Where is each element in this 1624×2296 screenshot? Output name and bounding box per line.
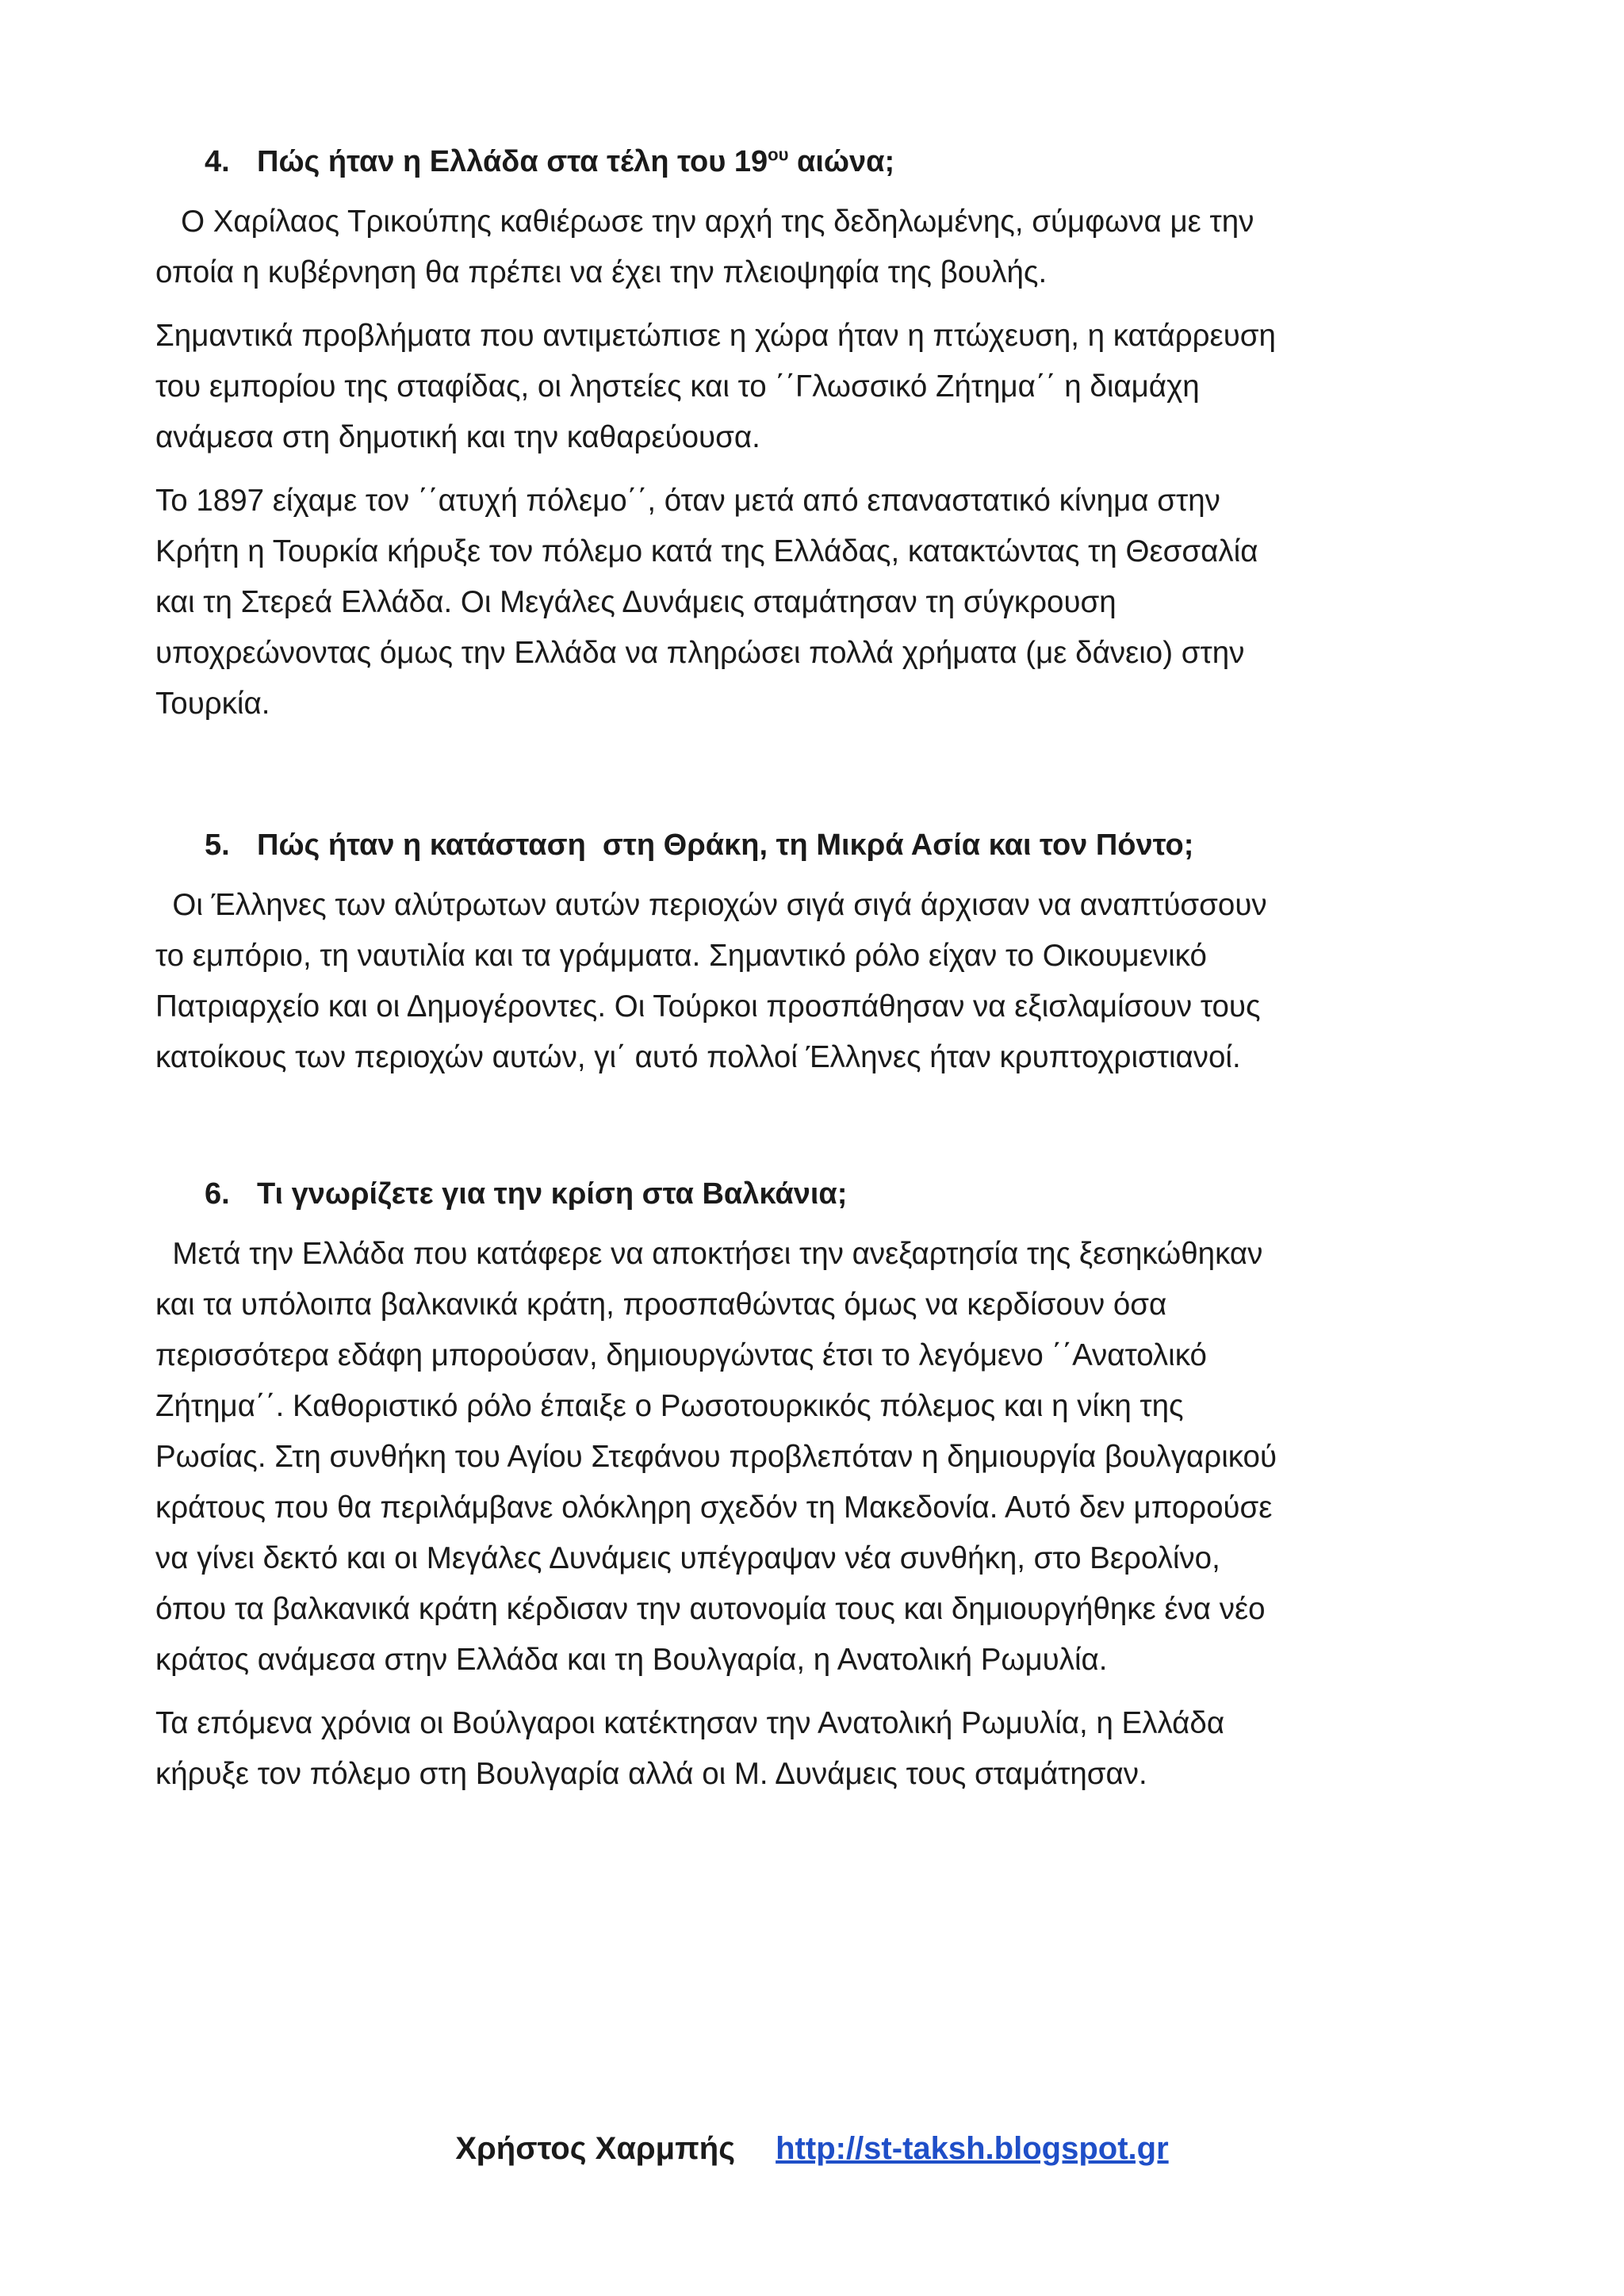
text-line: Οι Έλληνες των αλύτρωτων αυτών περιοχών σιγά σιγά άρχισαν να αναπτύσσουν xyxy=(155,888,1267,922)
text-line: ανάμεσα στη δημοτική και την καθαρεύουσα. xyxy=(155,420,760,454)
text-line: κράτος ανάμεσα στην Ελλάδα και τη Βουλγαρία, η Ανατολική Ρωμυλία. xyxy=(155,1643,1108,1677)
text-line: περισσότερα εδάφη μπορούσαν, δημιουργώντας έτσι το λεγόμενο ΄΄Ανατολικό xyxy=(155,1338,1207,1372)
author-name: Χρήστος Χαρμπής xyxy=(455,2131,735,2166)
text-line: Κρήτη η Τουρκία κήρυξε τον πόλεμο κατά της Ελλάδας, κατακτώντας τη Θεσσαλία xyxy=(155,534,1258,568)
section-5-title: Πώς ήταν η κατάσταση στη Θράκη, τη Μικρά Ασία και τον Πόντο; xyxy=(257,828,1194,862)
text-line: Πατριαρχείο και οι Δημογέροντες. Οι Τούρκοι προσπάθησαν να εξισλαμίσουν τους xyxy=(155,989,1261,1024)
text-line: το εμπόριο, τη ναυτιλία και τα γράμματα. Σημαντικό ρόλο είχαν το Οικουμενικό xyxy=(155,939,1207,973)
text-line: κατοίκους των περιοχών αυτών, γι΄ αυτό πολλοί Έλληνες ήταν κρυπτοχριστιανοί. xyxy=(155,1040,1241,1074)
section-6-paragraph-2 xyxy=(155,1698,1488,1800)
text-line: και τη Στερεά Ελλάδα. Οι Μεγάλες Δυνάμεις σταμάτησαν τη σύγκρουση xyxy=(155,585,1116,619)
section-4-number: 4. xyxy=(205,145,230,178)
text-line: Μετά την Ελλάδα που κατάφερε να αποκτήσει την ανεξαρτησία της ξεσηκώθηκαν xyxy=(155,1237,1263,1271)
text-line: Τουρκία. xyxy=(155,687,270,721)
section-6-title: Τι γνωρίζετε για την κρίση στα Βαλκάνια; xyxy=(257,1177,848,1211)
text-line: Ο Χαρίλαος Τρικούπης καθιέρωσε την αρχή της δεδηλωμένης, σύμφωνα με την xyxy=(155,205,1254,239)
text-line: Το 1897 είχαμε τον ΄΄ατυχή πόλεμο΄΄, όταν μετά από επαναστατικό κίνημα στην xyxy=(155,484,1220,518)
blog-link[interactable]: http://st-taksh.blogspot.gr xyxy=(776,2131,1169,2166)
section-4-heading xyxy=(155,141,1488,182)
text-line: του εμπορίου της σταφίδας, οι ληστείες και το ΄΄Γλωσσικό Ζήτημα΄΄ η διαμάχη xyxy=(155,369,1200,404)
section-6-number: 6. xyxy=(205,1177,230,1211)
text-line: να γίνει δεκτό και οι Μεγάλες Δυνάμεις υπέγραψαν νέα συνθήκη, στο Βερολίνο, xyxy=(155,1541,1220,1575)
page-footer xyxy=(0,2126,1624,2171)
text-line: κήρυξε τον πόλεμο στη Βουλγαρία αλλά οι Μ. Δυνάμεις τους σταμάτησαν. xyxy=(155,1757,1147,1791)
text-line: οποία η κυβέρνηση θα πρέπει να έχει την πλειοψηφία της βουλής. xyxy=(155,255,1048,289)
section-4-title-superscript: ου xyxy=(768,144,789,165)
section-4-paragraph-2 xyxy=(155,311,1488,463)
text-line: Τα επόμενα χρόνια οι Βούλγαροι κατέκτησαν την Ανατολική Ρωμυλία, η Ελλάδα xyxy=(155,1706,1225,1740)
text-line: κράτους που θα περιλάμβανε ολόκληρη σχεδόν τη Μακεδονία. Αυτό δεν μπορούσε xyxy=(155,1490,1273,1525)
section-5-paragraph-1 xyxy=(155,880,1488,1083)
section-4-title-end: αιώνα; xyxy=(788,145,895,178)
text-line: Σημαντικά προβλήματα που αντιμετώπισε η χώρα ήταν η πτώχευση, η κατάρρευση xyxy=(155,319,1276,353)
section-6-heading xyxy=(155,1173,1488,1215)
section-6-paragraph-1 xyxy=(155,1229,1488,1686)
document-body xyxy=(155,141,1488,1812)
section-4-paragraph-1 xyxy=(155,197,1488,298)
text-line: όπου τα βαλκανικά κράτη κέρδισαν την αυτονομία τους και δημιουργήθηκε ένα νέο xyxy=(155,1592,1266,1626)
section-5-number: 5. xyxy=(205,828,230,862)
text-line: και τα υπόλοιπα βαλκανικά κράτη, προσπαθώντας όμως να κερδίσουν όσα xyxy=(155,1288,1167,1322)
text-line: Ρωσίας. Στη συνθήκη του Αγίου Στεφάνου προβλεπόταν η δημιουργία βουλγαρικού xyxy=(155,1440,1277,1474)
section-4-title-main: Πώς ήταν η Ελλάδα στα τέλη του 19 xyxy=(257,145,768,178)
text-line: Ζήτημα΄΄. Καθοριστικό ρόλο έπαιξε ο Ρωσοτουρκικός πόλεμος και η νίκη της xyxy=(155,1389,1184,1423)
section-4-paragraph-3 xyxy=(155,476,1488,729)
text-line: υποχρεώνοντας όμως την Ελλάδα να πληρώσει πολλά χρήματα (με δάνειο) στην xyxy=(155,636,1245,670)
section-5-heading xyxy=(155,825,1488,866)
